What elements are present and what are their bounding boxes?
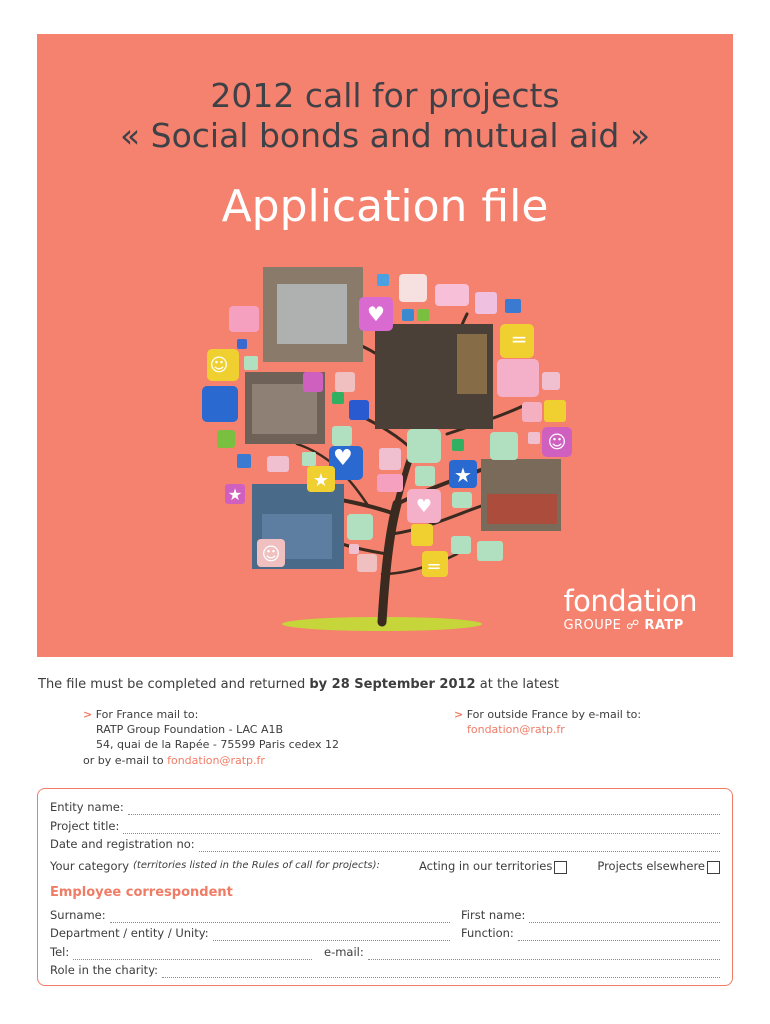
email-field[interactable]: [368, 948, 720, 960]
logo-wordmark: fondation: [563, 584, 697, 618]
or-email-prefix: or by e-mail to: [83, 754, 164, 767]
entity-name-row: [50, 799, 720, 815]
outside-france-block: [454, 707, 641, 737]
date-registration-row: [50, 836, 720, 852]
deadline-date: by 28 September 2012: [309, 677, 476, 692]
option-territories-label: Acting in our territories: [418, 859, 553, 873]
role-label: Role in the charity:: [50, 963, 159, 977]
category-row: [50, 858, 720, 874]
tel-field[interactable]: [73, 948, 312, 960]
date-registration-label: Date and registration no:: [50, 837, 195, 851]
svg-text:♥: ♥: [333, 446, 353, 471]
email-row: [324, 944, 720, 960]
deadline-suffix: at the latest: [479, 677, 559, 692]
france-address-line2: 54, quai de la Rapée - 75599 Paris cedex 12: [96, 738, 339, 751]
elsewhere-checkbox[interactable]: [707, 861, 720, 874]
project-title-label: Project title:: [50, 819, 120, 833]
first-name-label: First name:: [461, 908, 526, 922]
svg-text:=: =: [426, 556, 442, 577]
svg-text:♥: ♥: [415, 496, 433, 517]
project-title-field[interactable]: [123, 822, 720, 834]
project-title-row: [50, 818, 720, 834]
first-name-field[interactable]: [529, 911, 720, 923]
svg-text:♥: ♥: [367, 302, 385, 326]
svg-text:★: ★: [312, 470, 330, 491]
entity-name-label: Entity name:: [50, 800, 124, 814]
department-field[interactable]: [213, 929, 450, 941]
tel-label: Tel:: [50, 945, 70, 959]
chevron-right-icon: >: [454, 708, 464, 721]
cover-title-line2: « Social bonds and mutual aid »: [119, 116, 651, 155]
svg-text:★: ★: [227, 485, 243, 504]
department-label: Department / entity / Unity:: [50, 926, 209, 940]
email-label: e-mail:: [324, 945, 364, 959]
svg-text:★: ★: [454, 463, 472, 487]
first-name-row: [461, 907, 720, 923]
category-label: Your category: [50, 859, 130, 873]
outside-email-link[interactable]: fondation@ratp.fr: [467, 723, 565, 736]
france-label: For France mail to:: [95, 708, 199, 721]
department-row: [50, 925, 450, 941]
date-registration-field[interactable]: [199, 840, 720, 852]
or-email-link[interactable]: fondation@ratp.fr: [167, 754, 265, 767]
tree-illustration: [37, 34, 733, 657]
cover-panel: [37, 34, 733, 657]
entity-name-field[interactable]: [128, 803, 720, 815]
fondation-logo: [563, 586, 697, 634]
ratp-mark-icon: ☍: [626, 618, 640, 633]
cover-main-title: Application file: [221, 181, 549, 232]
svg-text:☺: ☺: [209, 355, 229, 376]
logo-sub-brand: RATP: [644, 618, 684, 633]
employee-correspondent-heading: Employee correspondent: [50, 885, 233, 900]
chevron-right-icon: >: [83, 708, 93, 721]
deadline-text: [38, 677, 559, 692]
surname-label: Surname:: [50, 908, 106, 922]
role-row: [50, 962, 720, 978]
logo-sub-prefix: GROUPE: [563, 618, 622, 633]
application-form: [37, 788, 733, 986]
role-field[interactable]: [162, 966, 720, 978]
category-note: (territories listed in the Rules of call for projects):: [133, 860, 380, 871]
surname-row: [50, 907, 450, 923]
cover-title-line1: 2012 call for projects: [210, 76, 560, 115]
surname-field[interactable]: [110, 911, 450, 923]
or-email-line: [83, 754, 265, 767]
logo-subline: [563, 618, 697, 634]
function-label: Function:: [461, 926, 514, 940]
tel-row: [50, 944, 312, 960]
svg-text:☺: ☺: [261, 544, 281, 565]
option-elsewhere-label: Projects elsewhere: [597, 859, 705, 873]
svg-text:=: =: [510, 327, 528, 351]
function-field[interactable]: [518, 929, 720, 941]
function-row: [461, 925, 720, 941]
territories-checkbox[interactable]: [554, 861, 567, 874]
outside-label: For outside France by e-mail to:: [466, 708, 642, 721]
france-address-line1: RATP Group Foundation - LAC A1B: [96, 723, 284, 736]
svg-text:☺: ☺: [547, 432, 567, 453]
france-mail-block: [83, 707, 339, 752]
deadline-prefix: The file must be completed and returned: [38, 677, 306, 692]
